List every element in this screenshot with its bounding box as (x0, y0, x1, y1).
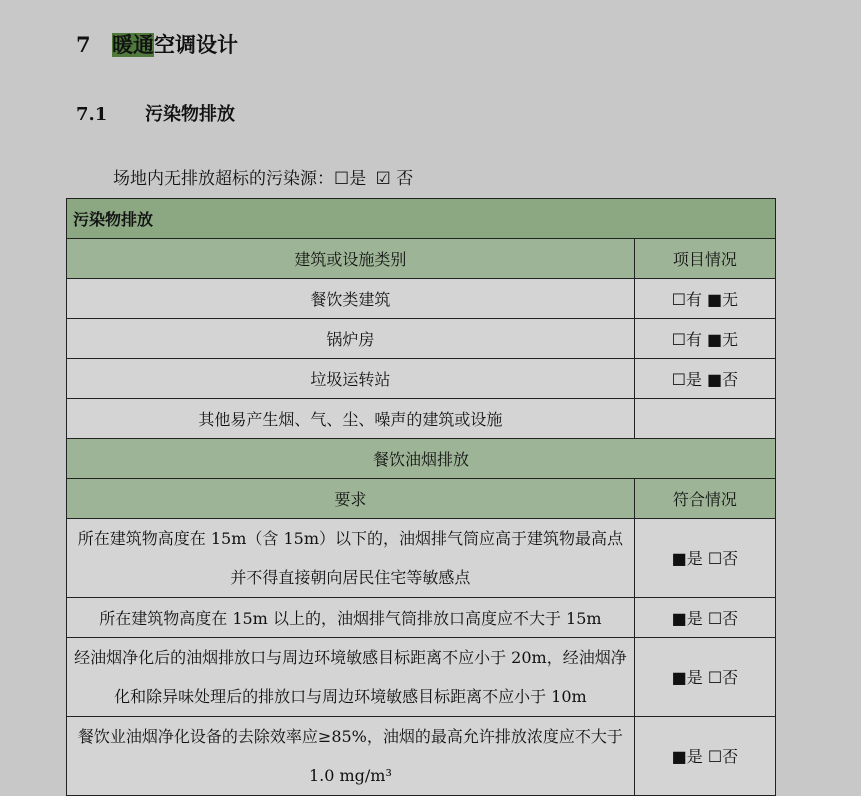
table-row (67, 359, 776, 399)
requirement-cell: 经油烟净化后的油烟排放口与周边环境敏感目标距离不应小于 20m，经油烟净化和除异味处理后的排放口与周边环境敏感目标距离不应小于 10m (67, 638, 635, 717)
category-cell: 垃圾运转站 (67, 359, 635, 399)
table-row (67, 598, 776, 638)
status-checkbox-cell[interactable]: ☐是 ■否 (634, 359, 775, 399)
requirement-cell: 所在建筑物高度在 15m（含 15m）以下的，油烟排气筒应高于建筑物最高点并不得直接朝向居民住宅等敏感点 (67, 519, 635, 598)
category-cell: 其他易产生烟、气、尘、噪声的建筑或设施 (67, 399, 635, 439)
status-checkbox-cell[interactable]: ☐有 ■无 (634, 319, 775, 359)
requirement-cell: 餐饮业油烟净化设备的去除效率应≥85%，油烟的最高允许排放浓度应不大于 1.0 mg/m³ (67, 717, 635, 796)
section-heading (76, 30, 238, 60)
column-header-category: 建筑或设施类别 (67, 239, 635, 279)
table-row (67, 399, 776, 439)
compliance-checkbox-cell[interactable]: ■是 ☐否 (634, 598, 775, 638)
subsection-heading (76, 101, 235, 129)
category-cell: 锅炉房 (67, 319, 635, 359)
category-cell: 餐饮类建筑 (67, 279, 635, 319)
subsection-title: 污染物排放 (145, 104, 235, 125)
pollution-source-statement (113, 166, 413, 192)
status-checkbox-cell[interactable]: ☐有 ■无 (634, 279, 775, 319)
section-title: 空调设计 (154, 33, 238, 57)
column-header-status: 项目情况 (634, 239, 775, 279)
table-section-title: 餐饮油烟排放 (67, 439, 776, 479)
section-number: 7 (76, 32, 91, 57)
highlighted-title-text[interactable]: 暖通 (112, 33, 154, 57)
status-checkbox-cell[interactable] (634, 399, 775, 439)
table-row (67, 717, 776, 796)
subsection-number: 7.1 (76, 104, 108, 125)
table-row (67, 519, 776, 598)
table-row (67, 319, 776, 359)
column-header-requirement: 要求 (67, 479, 635, 519)
checkbox-yes[interactable]: ☐是 (334, 169, 367, 189)
compliance-checkbox-cell[interactable]: ■是 ☐否 (634, 638, 775, 717)
table-section-title: 污染物排放 (67, 199, 776, 239)
pollutant-emission-table (66, 198, 776, 796)
table-row (67, 638, 776, 717)
column-header-compliance: 符合情况 (634, 479, 775, 519)
compliance-checkbox-cell[interactable]: ■是 ☐否 (634, 519, 775, 598)
compliance-checkbox-cell[interactable]: ■是 ☐否 (634, 717, 775, 796)
statement-label: 场地内无排放超标的污染源： (113, 169, 334, 189)
requirement-cell: 所在建筑物高度在 15m 以上的，油烟排气筒排放口高度应不大于 15m (67, 598, 635, 638)
checkbox-no[interactable]: ☑ 否 (375, 169, 414, 189)
table-row (67, 279, 776, 319)
